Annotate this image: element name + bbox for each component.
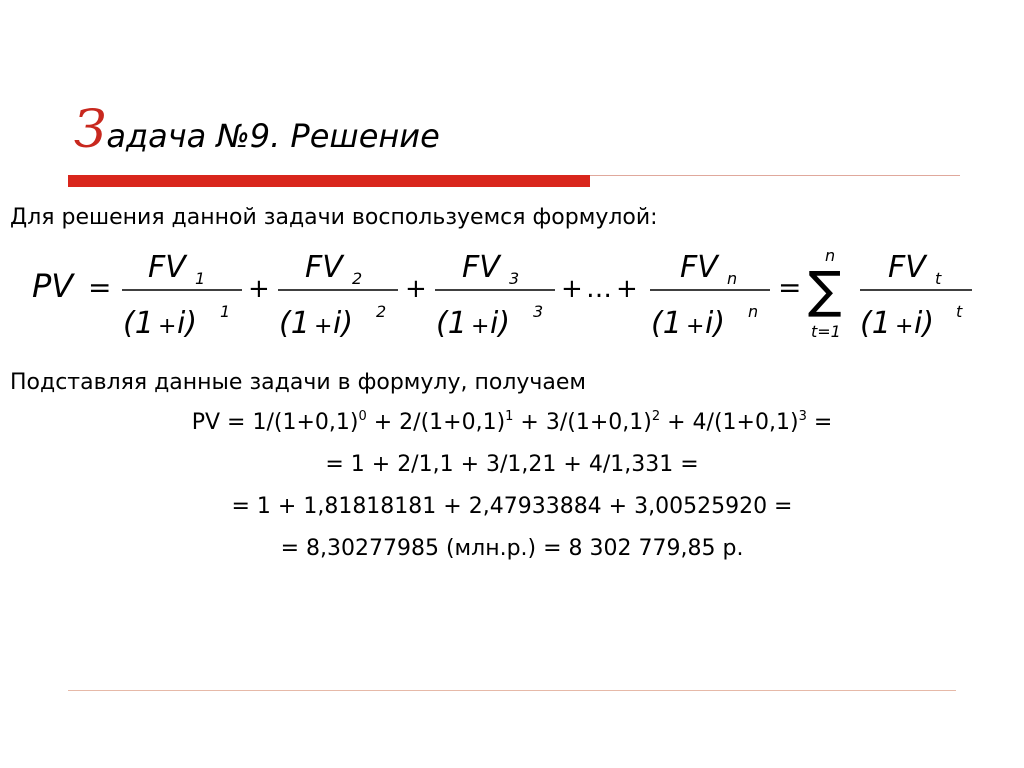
sum-upper-limit: n [825, 246, 836, 265]
term-1-denom-close: i) [177, 306, 198, 341]
term-1-denom-open: (1 [123, 306, 154, 341]
term-3-denom-close: i) [490, 306, 511, 341]
term-3-denom-plus: + [471, 314, 490, 339]
calc-line-1 [0, 408, 1024, 438]
term-n-exponent: n [748, 302, 759, 321]
pv-formula [30, 245, 990, 355]
term-n-subscript: n [727, 269, 738, 288]
term-1-fv: FV [148, 250, 186, 285]
calc-line-1-part-2: + 3/(1+0,1) [513, 410, 652, 435]
substitution-lead-text: Подставляя данные задачи в формулу, получаем [10, 370, 587, 395]
calc-line-1-part-0: PV = 1/(1+0,1) [191, 410, 359, 435]
formula-term-n [650, 250, 770, 341]
calc-line-1-exp-1: 1 [505, 409, 514, 424]
calc-line-3: = 1 + 1,81818181 + 2,47933884 + 3,00525920 = [231, 494, 793, 519]
formula-plus-3: + [561, 274, 583, 304]
title-text: адача №9. Решение [106, 117, 440, 155]
formula-term-2 [278, 250, 398, 341]
footer-divider-line [68, 690, 956, 691]
term-t-denom-plus: + [895, 314, 914, 339]
formula-summation [808, 246, 842, 341]
term-3-exponent: 3 [533, 302, 544, 321]
term-n-fv: FV [680, 250, 718, 285]
calc-line-1-exp-3: 3 [798, 409, 807, 424]
intro-text: Для решения данной задачи воспользуемся формулой: [10, 205, 658, 230]
term-2-denom-close: i) [333, 306, 354, 341]
formula-equals-2: = [778, 271, 802, 304]
sum-sigma-symbol: ∑ [808, 261, 842, 319]
term-1-exponent: 1 [220, 302, 231, 321]
term-t-denom-close: i) [914, 306, 935, 341]
term-2-fv: FV [305, 250, 343, 285]
term-n-denom-close: i) [705, 306, 726, 341]
term-3-fv: FV [462, 250, 500, 285]
term-2-exponent: 2 [376, 302, 387, 321]
term-2-denom-plus: + [314, 314, 333, 339]
term-3-denom-open: (1 [436, 306, 467, 341]
calc-line-1-exp-2: 2 [651, 409, 661, 424]
term-1-denom-plus: + [158, 314, 177, 339]
formula-plus-2: + [405, 274, 427, 304]
title-initial-letter: З [74, 100, 107, 160]
calc-line-1-part-4: = [806, 410, 833, 435]
title-divider-line [590, 175, 960, 176]
title-accent-bar [68, 175, 590, 187]
sum-lower-limit: t=1 [811, 322, 841, 341]
term-n-denom-plus: + [686, 314, 705, 339]
formula-lhs: PV [32, 267, 74, 305]
term-n-denom-open: (1 [651, 306, 682, 341]
calc-line-4: = 8,30277985 (млн.р.) = 8 302 779,85 р. [280, 536, 744, 561]
term-t-fv: FV [888, 250, 926, 285]
term-t-exponent: t [956, 302, 963, 321]
term-1-subscript: 1 [195, 269, 206, 288]
term-t-denom-open: (1 [860, 306, 891, 341]
term-t-subscript: t [935, 269, 942, 288]
formula-term-1 [122, 250, 242, 341]
slide-title [74, 100, 440, 160]
formula-ellipsis: … [586, 274, 612, 304]
calc-line-2: = 1 + 2/1,1 + 3/1,21 + 4/1,331 = [325, 452, 699, 477]
formula-term-t [860, 250, 972, 341]
calc-line-1-exp-0: 0 [358, 409, 367, 424]
calc-line-1-part-3: + 4/(1+0,1) [660, 410, 799, 435]
formula-term-3 [435, 250, 555, 341]
term-2-subscript: 2 [352, 269, 363, 288]
formula-plus-4: + [616, 274, 638, 304]
formula-plus-1: + [248, 274, 270, 304]
formula-equals: = [88, 271, 112, 304]
calc-line-1-part-1: + 2/(1+0,1) [366, 410, 506, 435]
term-2-denom-open: (1 [279, 306, 310, 341]
term-3-subscript: 3 [509, 269, 520, 288]
